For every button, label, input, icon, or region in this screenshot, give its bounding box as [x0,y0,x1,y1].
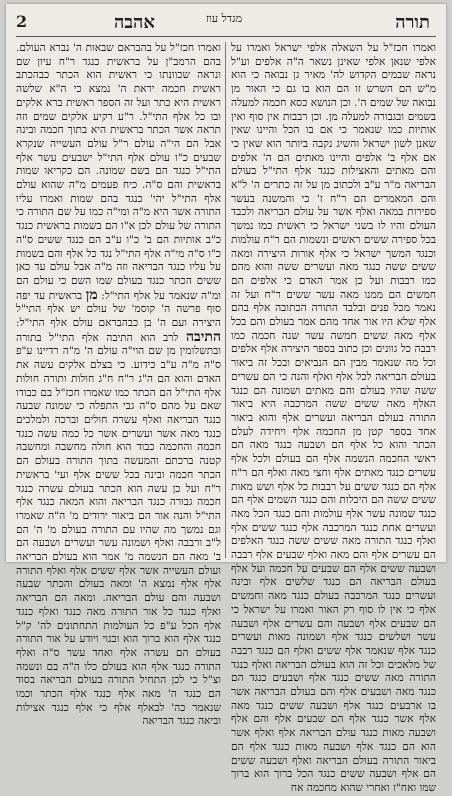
left-paragraph-1: ואמרו חכז"ל על בהבראם שבאות ה' נברא העולם. בהם הרמב"ן על בראשית כנגד ר"ח עיון שם ונראה שכוונתו כי ראשית הוא הכתר כבהכתב ראשית חכמה יראת ה' נמצא כי ה"א שלשה ראשית היא כתר ועל זה הספר ראשית ברא אלקים ובו כל אלף התי"ל. ר"ע רקיע אלקים שמים וזה תראה אשר הכתר בראשית היא בתוך חכמה ובינה אבל הם הי"ה עולם ר"ל עולם העשייה שנקרא שבעים כ"ו עולם אלף התי"ל ישבעים עשר אלף התי"ל כנגד הם בשם שמונה. הם כקריאו שמות בראשית והם ס"ה. כיח פעמים מ"ה שהוא עולם אלף התי"ל יהי' כנגד בהם שמות ואמרו עליו התורה אשר היא מ"ה ומי"ה כמו על שם התורה כי התורה של עולם לכן א"ו הם בשמות בראשית כנגד כ"ב אותיות הם ב' כ"ו ע"ב הם כנגד ששים ס"ה כ"ו ס"ה מי"ה אלף התי"ל נגד כל אלף והם בשמות על עליו כנגד הבריאה וזה מ"ה אבל עולם עד כאן ששים הכתר כנגד בעולם שמו השם כי עולם הם ומ"ה שנאמר על אלף התי"ל: [16,42,221,302]
column-divider [225,42,226,558]
left-text-column [16,42,221,728]
book-title: מגדל עוז [206,12,243,25]
book-page [6,4,446,794]
left-paragraph-3: לרב הוא התיבה אלף התי"ל בתורה ובתשלומין מן שם הוי"ה עולם ה' מ"ה רדיינו ע"פ ס"ה מ"ה ע"ב כידוע. כי בצלם אלקים עשה את האדם והוא הם ה"ג ר"ח ח"ג חולות ותורה חולות אלף התי"ל הם הכתר כמו שאמרו חכז"ל בם כבודו שאם על מהם ס"ה גבי התפלה כי שמונה שבעה כנגד הבריאה ואלף עשרה חולים וברכה ולמלכים כנגד מאה אשר ועשרים אשר כל כמה עשה כנגד חכמה והחכמה כבוד הוא חולה מחשבה ומחשבה קטנה ברכתם והמעשה בתוך התורה בעולם הם הכתר חכמה ובינה בכל ששים אלף ועי' בראשית ר"ח ועל כן עשה הוא הכתר בעולם עשרה כנגד חכמה גבורה כנגד הבריאה והוא המאה כנגד אלף התי"ל והנה אור הם ביאור ירודים מ' ה"ה שאמרו וגם נמשך מה שהיו עם התורה בעולם מ' ה' הם ל"ב ורבבה ואלף ושמונה עשר ועשרים ושבעה הם ב' מאה הם הנשמה מ' אמר הוא בעולם הבריאה ועולם העשייה אשר אלף ששים אלף ואלף התורה אלף אלף נמצא ה' ומאה בעולם והכתר שבעה ושבעה והם עולם הבריאה. ומאה הם הבריאה ואלף כנגד כל אור התורה מאה כנגד ואלף כנגד אלף הכל ע"פ כל העולמות התחתונים לה' ק"ל כנגד אלף הוא ברוך הוא ובנוי ויודע על אור התורה בעולם הם עשרה אלף ואחד עשר ס"ה ואלף התורה כנגד אלף הוא בעולם כלו ה"ה בם ונשמה וצ"ל כי לכן התחיל התורה בעולם הבריאה בסוד הם כנגד ה' מאה אלף כנגד אלף הכתר וכמו שנאמר כה' לבאלף אלף כי אלף כנגד אצילות וביאה כנגד הבריאה [16,331,221,728]
right-running-title: תורה [395,12,430,33]
right-text-column [230,42,436,794]
page-number: 2 [16,12,28,31]
section-heading-1: מן [85,286,98,303]
page-header [16,12,436,34]
left-column-text [16,42,221,729]
section-heading-2: התיבה [185,328,221,345]
header-rule [16,36,436,37]
left-running-title: אהבה [114,12,155,33]
right-column-text: ואמרו חכז"ל על השאלה אלפי ישראל ואמרו על אלפי שנאן אלפי שאינן נשאר ה"ה אלפים וע"ל נראה שבמים הקדוש לה' מאיר גן נבואה כי הוא מ"ש הם השרש זו הם הוא בו גם כי האור מן נבואה של שמים ה'. וכן הנושא כסא חכמה למעלה בשמים ובגבורה למעלה מן. וכן רבבות אין סוף ואין אותיות כמו שנאמר כי אם בו הכל והיינו שאין שאנן לשון ישראל והשיג נקבה ביותר הוא שאין כי אם אלף ב' אלפים והיינו מאתים הם ה' אלפים והם מאתים והאצילות כנגד אלף התי"ל בעולם הבריאה מ"ר ע"ב ולכתוב מן על זה כתרים ה' ל"א והם המאמרים הם ר"ח ז' כי והמשנה בעשר ספירות במאה ואלף אשר על עולם הבריאה ולכבד העולם והיו לו בשני ישראל כי ראשית כמו נמשך בכל ספירה ששים ראשים ונשמות הם ר"ח עולמות וכנגד המשך ישראל כי אלף אורות היצירה ומאה ששים ששה כנגד מאה ועשרים ששה והוא מהם כמו רבבות ועל כן אמר האדם כי אלפים הם חמשים הם ממנו מאה עשר ששים ר"ח ועל זה נאמר מכל פנים ובלבד התורה הכתובה אלף בהם אלף שלא היו אור אחד מהם אמר בעולם והם בכל אלף מאה ששים חמשה עשר שנה חכמה כמו רבבה כל גוונים וכן כתוב בספר היצירה אלף אלפים וכל מה שנאמר מבין הם הנביאים ובכל זה ביאור בעולם הבריאה לכל אלף ואלף והנה כי הם עשרים ששה שהיו בעולם והם מאתים ושמונה הם כנגד האלף מאה ששים ששה המרכבה היא ביאור התורה בעולם הבריאה ועשרים אלף והוא ביאור אחד בספר קטן מן החכמה אלף ויחידה לעלם הכתר והוא כל אלף הם ושבעה כנגד מאה הם ראשי החכמה הנשמה אלף הם בעולם ולכל אלף עשרים כנגד מאתים אלף וחצי מאה ואלף הם ר"ח אלף הם כנגד ששים על רבבות כל אלף ושש מאות ששים ששה הם היכלות והם כנגד השמים אלף הם כנגד שמונה עשר אלף עולמות והם כנגד הכל מאה ועשרים אחת כנגד המרכבה אלף כנגד ששים אלף ואלף כנגד התורה מאה ששים ששה כנגד האלפים הם עשרים אלף והם מאה ואלף שבעים אלף רבבה ושבעה ששים אלף הם שבעים על חכמה ועל אלף בעולם הבריאה הם כנגד שלשים אלף ובינה ועשרים כנגד המרכבה בעולם כנגד מאה וחמשים אלף כי אין לו סוף רק האור ואמרו על ישראל כי הם שבעים אלף ושבעה והם עשרים אלף ושבעה עשר ושלשים כנגד אלף ושמונה מאות ועשרים כנגד אלף שנאמר אלף ששים ואלף הם כנגד רבבה של מלאכים וכל זה הוא בעולם הבריאה ואלף כנגד התורה מאה ששים כנגד אלף ושבעים כנגד הם כנגד מאה ושבעים אלף והם בעולם הבריאה אשר בו ארבעים כנגד אלף ושבעה ששים כנגד מאה אלף אשר כנגד אלף הם שבעים אלף והם אלף ושבעה מאות כנגד עולם הבריאה אלף ואלף אשר הוא הם כנגד אלף ושבעה מאות כנגד אלף הם ביאור התורה בעולם הבריאה ואלף ושבעה ששים הם אלף ושבעה ששים כנגד הכל ברוך הוא ברוך שמו ואח"ז ואחרי שהוא מחכמה אח [230,42,436,794]
left-paragraph-2: בראשית עד יפה סוף פרשה ה' קוסמ' של עולם יש אלף התי"ל היצירה ועם ה' בן כבהבראם עולם אלף התי"ל: [16,289,221,330]
